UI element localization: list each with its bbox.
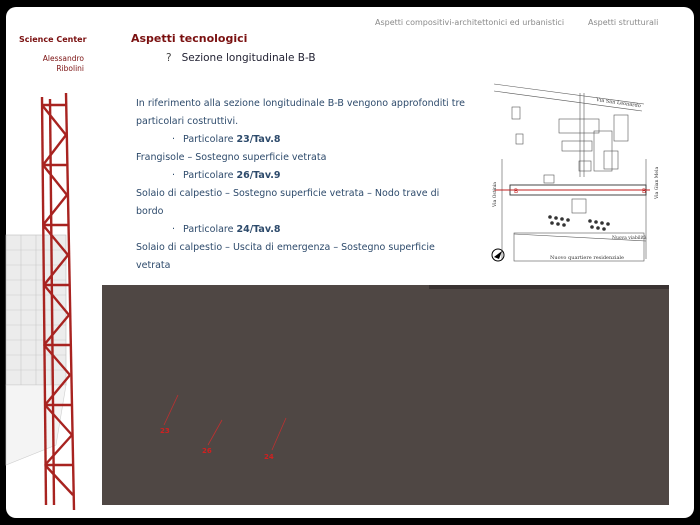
author-first-name: Alessandro — [42, 54, 84, 63]
content-body — [136, 95, 466, 275]
callout-label-24: 24 — [264, 453, 274, 461]
plan-street-left: Via Ostinia — [493, 182, 498, 207]
callout-label-23: 23 — [160, 427, 170, 435]
item-description: Solaio di calpestio – Sostegno superficie vetrata – Nodo trave di bordo — [136, 188, 440, 217]
callout-label-26: 26 — [202, 447, 212, 455]
list-item-1 — [136, 131, 466, 149]
nav-link-strutturali[interactable]: Aspetti strutturali — [588, 18, 659, 27]
subtitle-marker: ? — [166, 52, 172, 64]
item-prefix: Particolare — [183, 134, 237, 145]
longitudinal-section-image — [102, 285, 669, 505]
list-item-2 — [136, 167, 466, 185]
plan-marker-b-left: B — [514, 188, 519, 195]
item-description: Solaio di calpestio – Uscita di emergenza – Sostegno superficie vetrata — [136, 242, 435, 271]
author-name — [26, 54, 84, 74]
intro-text: In riferimento alla sezione longitudinale B-B vengono approfonditi tre particolari costruttivi. — [136, 98, 465, 127]
tower-illustration — [6, 85, 106, 515]
item-ref: 26/Tav.9 — [236, 170, 281, 181]
item-prefix: Particolare — [183, 170, 237, 181]
page-title: Aspetti tecnologici — [131, 32, 248, 45]
nav-link-architettonici[interactable]: Aspetti compositivi-architettonici ed urbanistici — [375, 18, 565, 27]
bullet-icon: · — [172, 170, 176, 181]
plan-street-bottom: Nuova viabilità — [612, 236, 647, 241]
list-item-3 — [136, 221, 466, 239]
item-ref: 23/Tav.8 — [236, 134, 281, 145]
plan-marker-b-right: B — [642, 188, 647, 195]
slide — [6, 7, 694, 518]
section-callout-lines — [102, 285, 669, 505]
bullet-icon: · — [172, 224, 176, 235]
site-plan — [484, 79, 660, 265]
page-subtitle — [166, 52, 316, 64]
bullet-icon: · — [172, 134, 176, 145]
author-last-name: Ribolini — [56, 64, 84, 73]
plan-district: Nuovo quartiere residenziale — [550, 255, 624, 261]
plan-street-right: Via Gian Mela — [655, 166, 660, 199]
org-name: Science Center — [19, 35, 87, 44]
item-prefix: Particolare — [183, 224, 237, 235]
item-ref: 24/Tav.8 — [236, 224, 281, 235]
subtitle-text: Sezione longitudinale B-B — [181, 52, 316, 64]
item-description: Frangisole – Sostegno superficie vetrata — [136, 152, 327, 163]
plan-street-top: Via San Leonardo — [595, 97, 642, 110]
